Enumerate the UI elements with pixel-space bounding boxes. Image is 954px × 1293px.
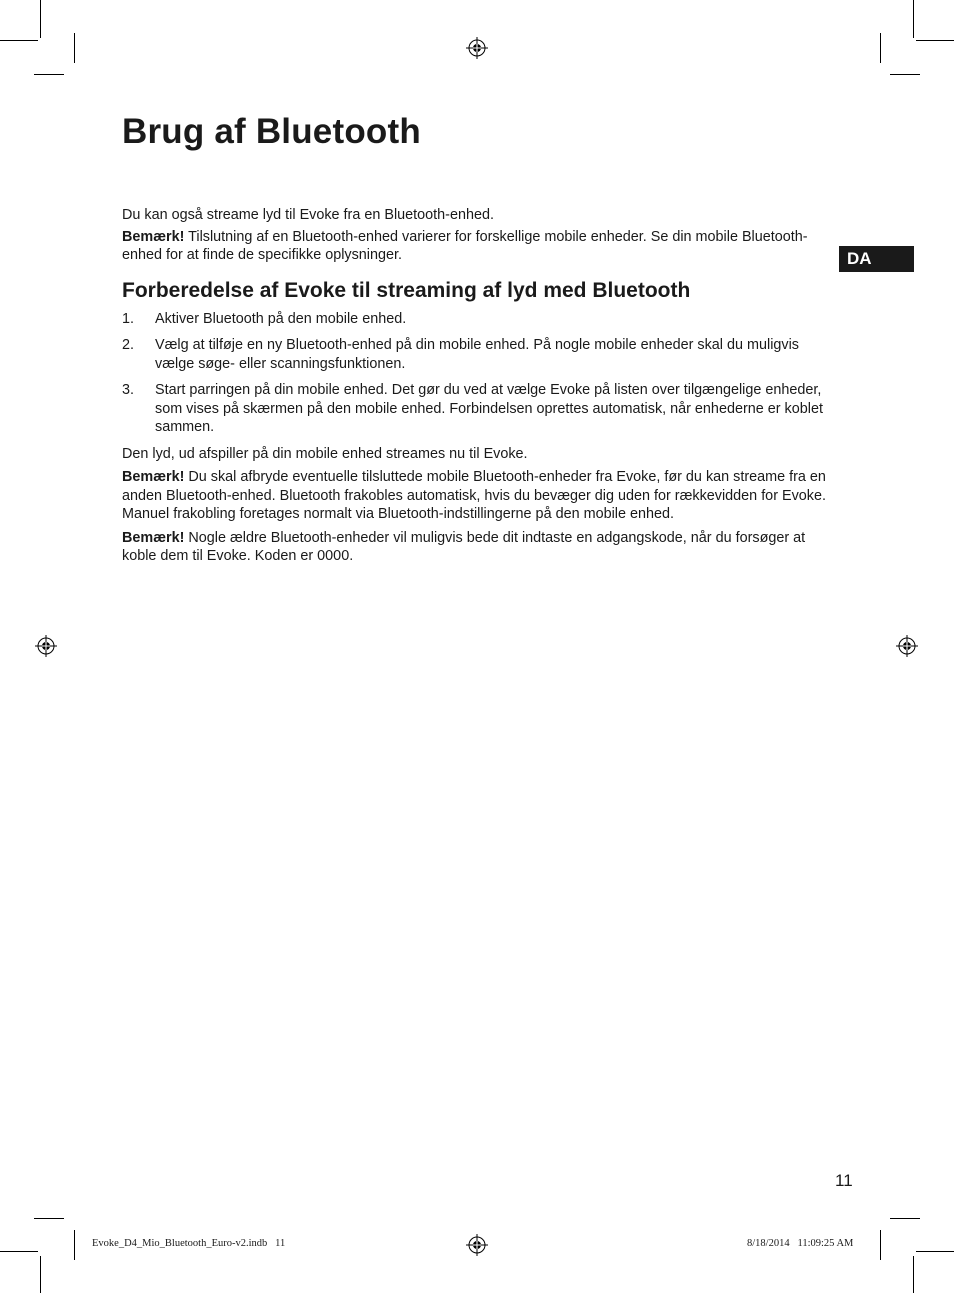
- list-item: [122, 381, 834, 437]
- registration-mark-icon: [35, 635, 57, 657]
- crop-mark-top-left-v2: [74, 33, 75, 63]
- crop-mark-bottom-left-v2: [74, 1230, 75, 1260]
- step-text: Aktiver Bluetooth på den mobile enhed.: [155, 310, 407, 327]
- steps-list: [122, 310, 834, 437]
- crop-mark-top-left-h: [0, 40, 38, 41]
- crop-mark-bottom-right-h2: [890, 1218, 920, 1219]
- crop-mark-top-right-h: [916, 40, 954, 41]
- step-number: 1.: [122, 310, 135, 327]
- language-tab: DA: [839, 246, 914, 272]
- crop-mark-top-left-h2: [34, 74, 64, 75]
- crop-mark-bottom-left-v: [40, 1256, 41, 1293]
- note-passcode: [122, 529, 834, 566]
- crop-mark-bottom-right-v: [913, 1256, 914, 1293]
- step-text: Vælg at tilføje en ny Bluetooth-enhed på din mobile enhed. På nogle mobile enheder skal du muligvis vælge søge- eller scanningsfunktionen.: [155, 337, 799, 372]
- crop-mark-bottom-left-h: [0, 1251, 38, 1252]
- intro-note: [122, 228, 834, 265]
- crop-mark-top-right-v2: [880, 33, 881, 63]
- registration-mark-icon: [896, 635, 918, 657]
- crop-mark-top-left-v: [40, 0, 41, 38]
- intro-line: Du kan også streame lyd til Evoke fra en Bluetooth-enhed.: [122, 207, 494, 223]
- page-number: 11: [835, 1171, 853, 1190]
- note-text: Nogle ældre Bluetooth-enheder vil muligvis bede dit indtaste en adgangskode, når du forsøger at koble dem til Evoke. Koden er 0000.: [122, 529, 806, 564]
- note-disconnect: [122, 468, 834, 524]
- file-slug: Evoke_D4_Mio_Bluetooth_Euro-v2.indb 11: [92, 1238, 286, 1249]
- note-label: Bemærk!: [122, 228, 185, 245]
- registration-mark-icon: [466, 37, 488, 59]
- step-number: 3.: [122, 382, 135, 398]
- step-text: Start parringen på din mobile enhed. Det gør du ved at vælge Evoke på listen over tilgængelige enheder, som vises på skærmen på den mobile enhed. Forbindelsen oprettes automatisk, når enhederne er koblet sammen.: [155, 382, 823, 435]
- note-label: Bemærk!: [122, 469, 185, 485]
- crop-mark-bottom-right-h: [916, 1251, 954, 1252]
- step-number: 2.: [122, 337, 135, 353]
- note-text: Tilslutning af en Bluetooth-enhed varierer for forskellige mobile enheder. Se din mobile Bluetooth-enhed for at finde de specifikke oplysninger.: [122, 228, 808, 263]
- crop-mark-top-right-v: [913, 0, 914, 38]
- note-text: Du skal afbryde eventuelle tilsluttede mobile Bluetooth-enheder fra Evoke, før du kan streame fra en anden Bluetooth-enhed. Bluetooth frakobles automatisk, hvis du bevæger dig uden for rækkevidden for Evoke. Manuel frakobling foretages normalt via Bluetooth-indstillingerne på den mobile enhed.: [122, 469, 826, 522]
- list-item: [122, 310, 834, 329]
- crop-mark-bottom-left-h2: [34, 1218, 64, 1219]
- page-title: Brug af Bluetooth: [122, 112, 421, 151]
- main-content: [122, 206, 834, 569]
- crop-mark-bottom-right-v2: [880, 1230, 881, 1260]
- section-heading: Forberedelse af Evoke til streaming af lyd med Bluetooth: [122, 278, 691, 302]
- crop-mark-top-right-h2: [890, 74, 920, 75]
- list-item: [122, 336, 834, 373]
- note-label: Bemærk!: [122, 529, 185, 546]
- after-steps-text: Den lyd, ud afspiller på din mobile enhed streames nu til Evoke.: [122, 445, 528, 462]
- timestamp: 8/18/2014 11:09:25 AM: [747, 1238, 854, 1249]
- registration-mark-icon: [466, 1234, 488, 1256]
